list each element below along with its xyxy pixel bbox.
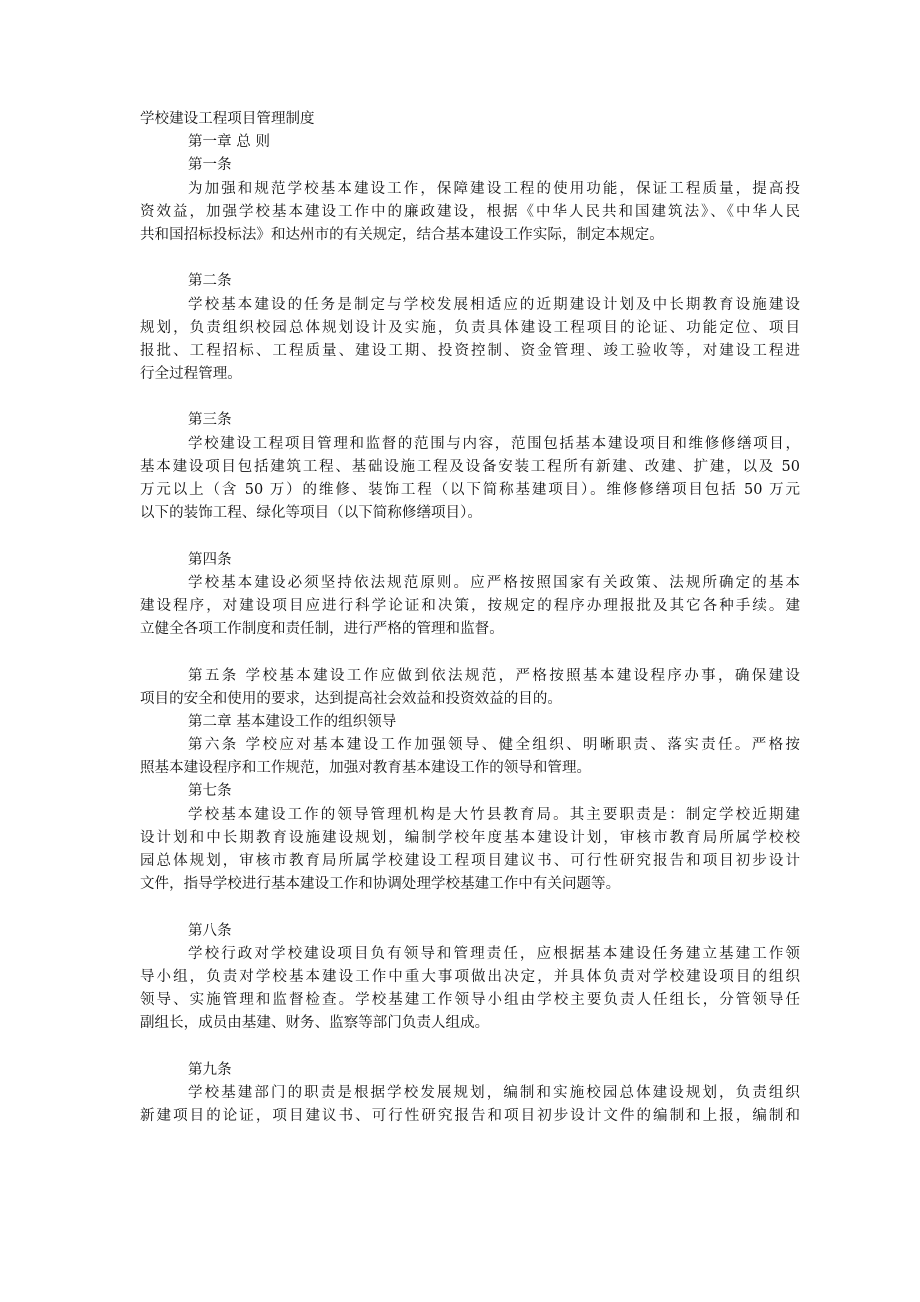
article-7-line: 学校基本建设工作的领导管理机构是大竹县教育局。其主要职责是：制定学校近期建 xyxy=(188,806,800,823)
article-8-line: 学校行政对学校建设项目负有领导和管理责任，应根据基本建设任务建立基建工作领 xyxy=(188,945,800,962)
article-4-heading: 第四条 xyxy=(188,551,232,568)
paragraph-gap xyxy=(140,641,800,664)
article-6-line: 第六条 学校应对基本建设工作加强领导、健全组织、明晰职责、落实责任。严格按 xyxy=(188,737,800,754)
paragraph-gap xyxy=(140,525,800,548)
article-2-line: 行全过程管理。 xyxy=(140,366,242,383)
article-4-line: 建设程序，对建设项目应进行科学论证和决策，按规定的程序办理报批及其它各种手续。建 xyxy=(140,597,800,614)
chapter-heading-2: 第二章 基本建设工作的组织领导 xyxy=(188,713,397,730)
article-8-line: 副组长，成员由基建、财务、监察等部门负责人组成。 xyxy=(140,1015,490,1032)
paragraph-gap xyxy=(140,896,800,919)
article-8-heading: 第八条 xyxy=(188,922,232,939)
article-8-line: 导小组，负责对学校基本建设工作中重大事项做出决定，并具体负责对学校建设项目的组织 xyxy=(140,968,800,985)
article-2-line: 报批、工程招标、工程质量、建设工期、投资控制、资金管理、竣工验收等，对建设工程进 xyxy=(140,342,800,359)
paragraph-gap xyxy=(140,1036,800,1059)
article-4-line: 立健全各项工作制度和责任制，进行严格的管理和监督。 xyxy=(140,621,504,638)
article-3-line: 基本建设项目包括建筑工程、基础设施工程及设备安装工程所有新建、改建、扩建，以及 50 xyxy=(140,458,800,475)
document-page xyxy=(140,108,800,1128)
article-8-line: 领导、实施管理和监督检查。学校基建工作领导小组由学校主要负责人任组长，分管领导任 xyxy=(140,992,800,1009)
article-5-line: 项目的安全和使用的要求，达到提高社会效益和投资效益的目的。 xyxy=(140,690,562,707)
article-2-heading: 第二条 xyxy=(188,273,232,290)
paragraph-gap xyxy=(140,247,800,270)
article-2-line: 学校基本建设的任务是制定与学校发展相适应的近期建设计划及中长期教育设施建设 xyxy=(188,296,800,313)
article-3-line: 以下的装饰工程、绿化等项目（以下简称修缮项目）。 xyxy=(140,505,482,522)
article-9-heading: 第九条 xyxy=(188,1061,232,1078)
article-3-line: 学校建设工程项目管理和监督的范围与内容，范围包括基本建设项目和维修修缮项目， xyxy=(188,435,800,452)
article-3-heading: 第三条 xyxy=(188,412,232,429)
article-1-heading: 第一条 xyxy=(188,157,232,174)
article-3-line: 万元以上（含 50 万）的维修、装饰工程（以下简称基建项目）。维修修缮项目包括 50 万元 xyxy=(140,482,800,498)
article-9-line: 新建项目的论证，项目建议书、可行性研究报告和项目初步设计文件的编制和上报，编制和 xyxy=(140,1108,800,1125)
article-4-line: 学校基本建设必须坚持依法规范原则。应严格按照国家有关政策、法规所确定的基本 xyxy=(188,574,800,591)
article-7-line: 园总体规划，审核市教育局所属学校建设工程项目建议书、可行性研究报告和项目初步设计 xyxy=(140,853,800,869)
article-1-line: 共和国招标投标法》和达州市的有关规定，结合基本建设工作实际，制定本规定。 xyxy=(140,226,664,243)
paragraph-gap xyxy=(140,386,800,409)
chapter-heading-1: 第一章 总 则 xyxy=(188,134,271,151)
article-6-line: 照基本建设程序和工作规范，加强对教育基本建设工作的领导和管理。 xyxy=(140,760,592,777)
article-1-line: 资效益，加强学校基本建设工作中的廉政建设，根据《中华人民共和国建筑法》、《中华人民 xyxy=(140,203,800,220)
article-1-line: 为加强和规范学校基本建设工作，保障建设工程的使用功能，保证工程质量，提高投 xyxy=(188,180,800,197)
article-9-line: 学校基建部门的职责是根据学校发展规划，编制和实施校园总体建设规划，负责组织 xyxy=(188,1084,800,1101)
article-5-line: 第五条 学校基本建设工作应做到依法规范，严格按照基本建设程序办事，确保建设 xyxy=(188,667,800,684)
article-7-heading: 第七条 xyxy=(188,783,232,800)
article-7-line: 文件，指导学校进行基本建设工作和协调处理学校基建工作中有关问题等。 xyxy=(140,876,621,893)
article-2-line: 规划，负责组织校园总体规划设计及实施，负责具体建设工程项目的论证、功能定位、项目 xyxy=(140,319,800,336)
document-title: 学校建设工程项目管理制度 xyxy=(140,111,315,127)
article-7-line: 设计划和中长期教育设施建设规划，编制学校年度基本建设计划，审核市教育局所属学校校 xyxy=(140,829,800,846)
